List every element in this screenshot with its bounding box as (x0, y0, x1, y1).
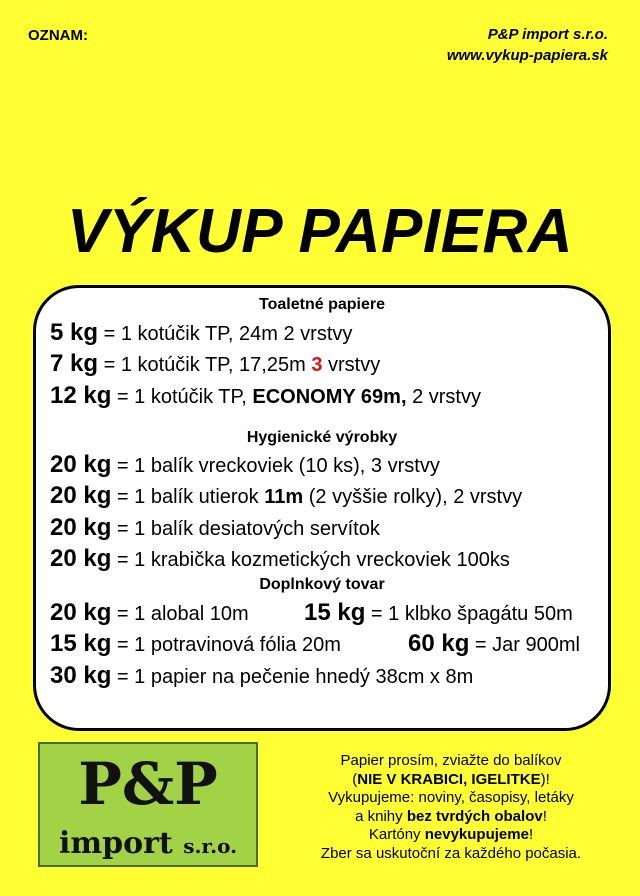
reward-text: = 1 kotúčik TP, 24m 2 vrstvy (98, 323, 353, 345)
note-line (276, 826, 626, 845)
section-hygiene: Hygienické výrobky (246, 429, 398, 446)
weight: 5 kg (50, 319, 99, 346)
weight: 30 kg (50, 662, 112, 689)
reward-text: = 1 kotúčik TP, (111, 386, 253, 408)
note-line (276, 771, 626, 790)
reward-text: = 1 kotúčik TP, 17,25m (98, 354, 312, 376)
weight: 20 kg (50, 451, 112, 478)
oznam-label: OZNAM: (28, 27, 88, 44)
price-row (50, 514, 380, 542)
info-note (276, 752, 626, 863)
note-bold: nevykupujeme (424, 826, 529, 843)
logo-sub-text (40, 826, 256, 861)
price-row (408, 630, 580, 658)
weight: 60 kg (408, 630, 470, 657)
price-row (50, 545, 510, 573)
page-title: VÝKUP PAPIERA (66, 197, 574, 266)
reward-bold: ECONOMY 69m, (252, 386, 407, 408)
reward-text: = 1 potravinová fólia 20m (111, 634, 341, 656)
note-text: ( (352, 770, 358, 788)
weight: 12 kg (50, 382, 112, 409)
price-row (50, 482, 522, 510)
price-row (50, 382, 481, 410)
note-text: ! (528, 826, 534, 843)
reward-text: = 1 alobal 10m (111, 603, 249, 625)
reward-text: = 1 krabička kozmetických vreckoviek 100ks (111, 549, 510, 571)
weight: 20 kg (50, 545, 112, 572)
price-row (50, 630, 341, 658)
note-bold: bez tvrdých obalov (406, 807, 543, 825)
logo-sro: s.r.o. (183, 834, 238, 858)
note-text: a knihy (355, 807, 407, 825)
note-text: ! (542, 807, 547, 825)
price-list-box (33, 285, 611, 731)
note-text: Kartóny (368, 826, 425, 843)
section-extra: Doplnkový tovar (259, 576, 385, 593)
reward-text: (2 vyššie rolky), 2 vrstvy (303, 486, 523, 508)
price-row (50, 662, 473, 690)
reward-text: = 1 balík desiatových servítok (111, 518, 380, 540)
price-row (304, 599, 573, 627)
weight: 15 kg (304, 599, 366, 626)
reward-text: = 1 klbko špagátu 50m (365, 603, 573, 625)
logo-main-text: P&P (78, 750, 218, 818)
reward-text: = 1 balík utierok (111, 486, 265, 508)
note-line: Vykupujeme: noviny, časopisy, letáky (328, 789, 574, 806)
price-row (50, 451, 440, 479)
weight: 7 kg (50, 350, 99, 377)
company-block (447, 24, 608, 66)
note-line: Papier prosím, zviažte do balíkov (340, 752, 562, 769)
reward-text: = 1 balík vreckoviek (10 ks), 3 vrstvy (111, 455, 440, 477)
note-line: Zber sa uskutoční za každého počasia. (320, 844, 582, 862)
reward-text: vrstvy (322, 354, 381, 376)
reward-text: = 1 papier na pečenie hnedý 38cm x 8m (111, 666, 474, 688)
price-row (50, 350, 380, 378)
company-logo (38, 742, 258, 867)
note-text: )! (540, 770, 550, 788)
weight: 20 kg (50, 599, 112, 626)
section-toilet-paper: Toaletné papiere (259, 296, 385, 313)
company-website[interactable]: www.vykup-papiera.sk (446, 47, 608, 64)
note-bold: NIE V KRABICI, IGELITKE (357, 770, 541, 788)
reward-text: 2 vrstvy (406, 386, 481, 408)
note-line (276, 808, 626, 827)
highlight-layers: 3 (311, 354, 323, 376)
company-name: P&P import s.r.o. (487, 26, 608, 43)
weight: 20 kg (50, 482, 112, 509)
reward-bold: 11m (264, 486, 304, 508)
reward-text: = Jar 900ml (469, 634, 580, 656)
weight: 20 kg (50, 514, 112, 541)
logo-import: import (58, 826, 173, 861)
price-row (50, 599, 249, 627)
weight: 15 kg (50, 630, 112, 657)
price-row (50, 319, 352, 347)
